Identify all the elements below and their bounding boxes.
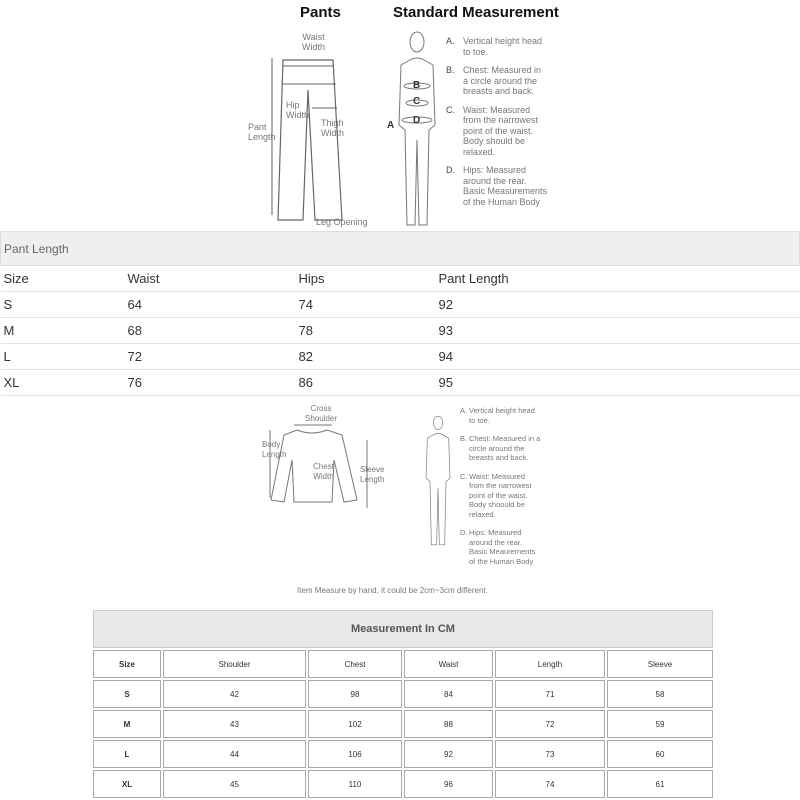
cell: 64	[125, 292, 296, 318]
cell: 42	[163, 680, 306, 708]
cell: XL	[93, 770, 161, 798]
cell: 98	[308, 680, 402, 708]
disclaimer: Item Measure by hand, it could be 2cm~3cm different.	[297, 586, 488, 595]
cross-shoulder-label: Cross Shoulder	[305, 404, 338, 423]
header-cell: Pant Length	[436, 266, 800, 292]
cell: 106	[308, 740, 402, 768]
header-cell: Chest	[308, 650, 402, 678]
table-row	[93, 740, 713, 768]
cell: 73	[495, 740, 605, 768]
standard-measurement-title: Standard Measurement	[393, 4, 559, 21]
table-row	[1, 344, 800, 370]
cell: 58	[607, 680, 713, 708]
cell: 78	[296, 318, 436, 344]
cell: M	[93, 710, 161, 738]
cell: 95	[436, 370, 800, 396]
cell: XL	[1, 370, 125, 396]
leg-opening-label: Leg Opening	[316, 217, 368, 227]
letter-a: A	[387, 120, 395, 131]
cell: 88	[404, 710, 493, 738]
chest-width-label: Chest Width	[313, 462, 334, 481]
table-title: Measurement In CM	[93, 610, 713, 648]
cell: 93	[436, 318, 800, 344]
measurement-notes-small: A. Vertical height head to toe. B. Chest: Measured in a circle around the breasts and back. C. Waist: Measured from the narrowest point of the waist. Body shoould be relaxed. D. Hips: Measured around the rear. Basic Meaurements of the Human Body	[460, 406, 541, 566]
cell: 45	[163, 770, 306, 798]
measurement-notes: A. Vertical height head to toe. B. Chest: Measured in a circle around the breasts and back. C. Waist: Measured from the narrowest point of the waist. Body should be relaxed. D. Hips: Measured around the rear. Basic Measurements of the Human Body	[446, 36, 548, 207]
cell: S	[1, 292, 125, 318]
cell: 43	[163, 710, 306, 738]
table-caption: Pant Length	[1, 232, 800, 266]
header-cell: Shoulder	[163, 650, 306, 678]
cell: 74	[296, 292, 436, 318]
cell: 92	[404, 740, 493, 768]
pants-title: Pants	[300, 4, 341, 21]
cell: 59	[607, 710, 713, 738]
table-header-row	[93, 650, 713, 678]
measurement-cm-table	[91, 608, 715, 800]
table-header-row	[1, 266, 800, 292]
letter-d: D	[413, 115, 421, 126]
header-cell: Length	[495, 650, 605, 678]
sleeve-length-label: Sleeve Length	[360, 465, 385, 484]
cell: L	[93, 740, 161, 768]
cell: 102	[308, 710, 402, 738]
body-figure-icon	[393, 30, 441, 230]
letter-b: B	[413, 80, 421, 91]
cell: 92	[436, 292, 800, 318]
header-cell: Size	[1, 266, 125, 292]
table-row	[93, 770, 713, 798]
cell: 60	[607, 740, 713, 768]
cell: L	[1, 344, 125, 370]
header-cell: Waist	[125, 266, 296, 292]
header-cell: Waist	[404, 650, 493, 678]
table-row	[1, 292, 800, 318]
cell: 110	[308, 770, 402, 798]
cell: 71	[495, 680, 605, 708]
cell: 72	[125, 344, 296, 370]
cell: 96	[404, 770, 493, 798]
body-figure-icon-small	[422, 404, 454, 559]
hip-width-label: Hip Width	[286, 100, 310, 120]
table-row	[1, 318, 800, 344]
body-length-label: Body Length	[262, 440, 287, 459]
header-cell: Sleeve	[607, 650, 713, 678]
pant-length-label: Pant Length	[248, 122, 276, 142]
cell: 84	[404, 680, 493, 708]
cell: 76	[125, 370, 296, 396]
letter-c: C	[413, 96, 421, 107]
table-row	[93, 710, 713, 738]
thigh-width-label: Thigh Width	[321, 118, 345, 138]
cell: 74	[495, 770, 605, 798]
cell: 44	[163, 740, 306, 768]
cell: 61	[607, 770, 713, 798]
cell: 72	[495, 710, 605, 738]
cell: 94	[436, 344, 800, 370]
cell: S	[93, 680, 161, 708]
table-row	[93, 680, 713, 708]
waist-width-label: Waist Width	[302, 32, 326, 52]
pants-size-table	[0, 231, 800, 396]
cell: M	[1, 318, 125, 344]
header-cell: Size	[93, 650, 161, 678]
table-row	[1, 370, 800, 396]
cell: 82	[296, 344, 436, 370]
cell: 68	[125, 318, 296, 344]
header-cell: Hips	[296, 266, 436, 292]
cell: 86	[296, 370, 436, 396]
